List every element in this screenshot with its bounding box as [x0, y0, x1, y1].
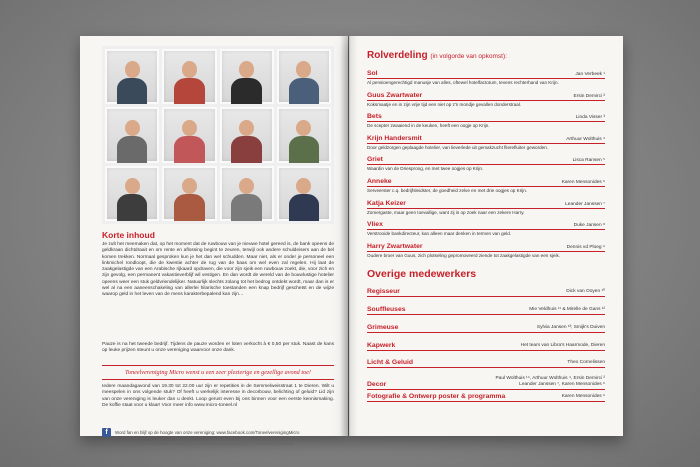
role-entry — [367, 243, 605, 259]
crew-role: Licht & Geluid — [367, 359, 414, 366]
role-header — [367, 221, 605, 230]
role-name: Harry Zwartwater — [367, 242, 423, 250]
role-description: De scepter zwaaiend in de keuken, heeft een oogje op Krijn. — [367, 123, 490, 129]
korte-inhoud-title: Korte inhoud — [102, 230, 155, 240]
role-header — [367, 113, 605, 122]
role-description: Zomergaste, maar geen toevallige, want zij is op zoek naar een zekere Harry. — [367, 209, 525, 215]
photo-body — [231, 78, 261, 105]
facebook-text: Word fan en blijf op de hoogte van onze vereniging: www.facebook.com/ToneelverenigingMicro — [115, 430, 300, 435]
role-actor: Duke Jansen ⁸ — [573, 223, 605, 229]
role-description: Door geldzorgen geplaagde hotelier, van lieverlede uit gemakzucht flierefluiter geworden. — [367, 144, 549, 150]
crew-role: Regisseur — [367, 288, 400, 295]
role-header — [367, 135, 605, 144]
role-actor: Leander Janssen ⁷ — [565, 201, 605, 207]
cast-photo-grid — [102, 46, 334, 224]
photo-body — [117, 136, 147, 163]
role-name: Krijn Handersmit — [367, 134, 422, 142]
role-name: Bets — [367, 113, 382, 121]
role-entry — [367, 200, 605, 216]
crew-entry — [367, 306, 605, 315]
right-page — [349, 36, 623, 436]
crew-entry — [367, 359, 605, 368]
role-actor: Karen Mensonides ⁶ — [561, 180, 605, 185]
crew-entry — [367, 288, 605, 297]
cast-photo — [105, 107, 159, 162]
role-entry — [367, 178, 605, 194]
crew-members: Theo Cornelissen — [567, 360, 605, 365]
role-actor: Dennis vd Ploeg ⁹ — [566, 244, 605, 250]
role-header — [367, 178, 605, 187]
crew-members: Mie Veldhuis ¹¹ & Mirelle de Gans ¹² — [529, 307, 605, 312]
photo-body — [231, 194, 261, 221]
photo-body — [174, 78, 204, 105]
crew-entry — [367, 342, 605, 351]
rolverdeling-heading — [367, 50, 507, 61]
role-header — [367, 70, 605, 79]
crew-role: Souffleuses — [367, 306, 406, 313]
role-name: Griet — [367, 156, 383, 164]
facebook-row — [102, 428, 334, 437]
cast-photo — [162, 107, 216, 162]
role-description: Verstrooide bankdirecteur, kan alleen maar denken in termen van geld. — [367, 231, 512, 237]
photo-body — [289, 136, 319, 163]
crew-members: Het team van Libra's Haarmode, Dieren — [520, 343, 605, 348]
left-page — [80, 36, 348, 446]
cast-photo — [105, 166, 159, 221]
crew-members: Karen Mensonides ⁶ — [561, 394, 605, 399]
role-header — [367, 92, 605, 101]
role-header — [367, 243, 605, 252]
role-entry — [367, 135, 605, 151]
photo-head — [296, 178, 311, 195]
role-actor: Arthuur Wolthuis ⁴ — [566, 136, 605, 142]
role-actor: Lisca Ransen ⁵ — [572, 158, 605, 164]
role-name: Sol — [367, 70, 378, 77]
photo-head — [182, 178, 197, 195]
role-name: Katja Keizer — [367, 199, 406, 207]
photo-head — [125, 120, 140, 137]
role-entry — [367, 113, 605, 129]
cast-photo — [277, 107, 331, 162]
crew-members: Sylvia Jansen ¹³; Smijk's Duiven — [536, 325, 605, 330]
photo-head — [239, 61, 254, 78]
photo-head — [296, 61, 311, 78]
photo-body — [289, 78, 319, 105]
rehearsal-paragraph: Iedere maandagavond van 19.30 tot 22.00 uur zijn er repetities in de Semmelweisstraat 1 te Dieren. Wilt u meespelen in ons volgende stuk? Of heeft u werkelijk interesse in decorbouw, belichting of geluid? Lid zijn van onze vereniging is leuker dan u denkt. Loop gerust even bij ons binnen voor een eerste kennismaking. De koffie staat voor u klaar! Voor meer info www.micro-toneel.nl — [102, 384, 334, 408]
overige-medewerkers-heading: Overige medewerkers — [367, 268, 477, 280]
crew-role: Grimeuse — [367, 324, 399, 331]
photo-head — [125, 61, 140, 78]
photo-head — [239, 120, 254, 137]
crew-role: Fotografie & Ontwerp poster & programma — [367, 393, 506, 400]
photo-body — [117, 194, 147, 221]
role-actor: Linda Visser ³ — [575, 115, 605, 121]
role-entry — [367, 92, 605, 108]
role-description: Serveerster c.q. bedrijfsleidster, de goedheid zelve en met drie oogjes op Krijn. — [367, 188, 528, 193]
role-description: Waardin van de Driesprong, en met twee oogjes op Krijn. — [367, 166, 484, 172]
photo-head — [296, 120, 311, 137]
slogan-rule-bottom — [102, 379, 334, 380]
role-entry — [367, 221, 605, 237]
cast-photo — [162, 49, 216, 104]
photo-body — [174, 194, 204, 221]
role-actor: Jan Verbeek ¹ — [575, 72, 605, 77]
cast-photo — [220, 107, 274, 162]
role-description: Koksmaatje en in zijn vrije tijd een niet op z'n mondje gevallen donderstraal. — [367, 101, 522, 107]
crew-entry — [367, 393, 605, 402]
role-entry — [367, 156, 605, 172]
photo-body — [174, 136, 204, 163]
photo-head — [239, 178, 254, 195]
photo-head — [182, 120, 197, 137]
cast-photo — [162, 166, 216, 221]
rolverdeling-subtitle: (in volgorde van opkomst): — [430, 53, 507, 60]
crew-role: Decor — [367, 381, 387, 388]
rolverdeling-title: Rolverdeling — [367, 50, 428, 61]
role-description: Oudere broer van Guus, zich plotseling gepromoveerd ziende tot zaakgelastigde van een sjeik. — [367, 252, 561, 258]
role-entry — [367, 70, 605, 86]
role-name: Vliex — [367, 221, 383, 229]
synopsis-paragraph: Je zult het meemaken dat, op het moment dat de ruwbouw van je nieuwe hotel gereed is, de bank opeens de geldkraan dichtdraait en om rente en aflossing begint te zeuren, terwijl ook andere schuldeisers aan de bel komen trekken. Normaal gesproken kun je het dan wel schudden. Maar niet, als er onder je personeel een linkmichel rondloopt, die de kwestie achter de rug van de baas om wel even zal regelen. Hij laat de zaakgelastigde van een Arabische rijkaard opdraven, die voor zijn sjeik een ruwbouw zoekt, die, voor zich en zijn gevolg, een permanent vakantieverblijf wil vestigen. En dan wordt de wereld van de bouwlustige hotelier opeens weer een stuk geldvriendelijker. Natuurlijk slechts zolang tot het bedrog ontdekt wordt, maar dan is er wel al na een aaneenschakeling van allerlei hilarische toestanden een knap bedrijf geschetst en de wijze waarop geld in het leven van de mens karakterbepalend kan zijn… — [102, 242, 334, 298]
cast-photo — [220, 166, 274, 221]
role-name: Guus Zwartwater — [367, 91, 423, 99]
role-actor: Ersin Demirci ² — [573, 93, 605, 99]
photo-head — [182, 61, 197, 78]
cast-photo — [277, 166, 331, 221]
crew-members: Dick van Ooyen ¹⁰ — [566, 289, 605, 294]
role-header — [367, 200, 605, 209]
permission-footnote: Micro brengt deze opvoering met speciale toestemming van het I.B.A. "Holland" B.V. te Alkmaar — [141, 442, 295, 446]
cast-photo — [277, 49, 331, 104]
role-header — [367, 156, 605, 165]
crew-entry — [367, 376, 605, 390]
slogan: Toneelvereniging Micro wenst u een zeer plezierige en gezellige avond toe! — [125, 369, 311, 376]
crew-entry — [367, 324, 605, 333]
role-description: Al pensioengerechtigd manusje van alles, oftewel hotelfactotum, tevens rechterhand van Krijn. — [367, 80, 559, 85]
crew-members: Paul Wolthuis ¹⁴, Arthuur Wolthuis ⁴, Ersin Demirci ² Leander Janssen ⁷, Karen Mensonides ⁶ — [495, 376, 605, 387]
photo-body — [117, 78, 147, 105]
pause-paragraph: Pauze is na het tweede bedrijf. Tijdens de pauze worden er loten verkocht à € 0,50 per stuk. Naast de kans op leuke prijzen steunt u onze vereniging waarvoor onze dank. — [102, 342, 334, 354]
slogan-rule-top — [102, 365, 334, 366]
facebook-icon: f — [102, 428, 111, 437]
photo-body — [231, 136, 261, 163]
photo-body — [289, 194, 319, 221]
cast-photo — [220, 49, 274, 104]
role-name: Anneke — [367, 178, 392, 185]
crew-role: Kapwerk — [367, 342, 396, 349]
photo-head — [125, 178, 140, 195]
cast-photo — [105, 49, 159, 104]
